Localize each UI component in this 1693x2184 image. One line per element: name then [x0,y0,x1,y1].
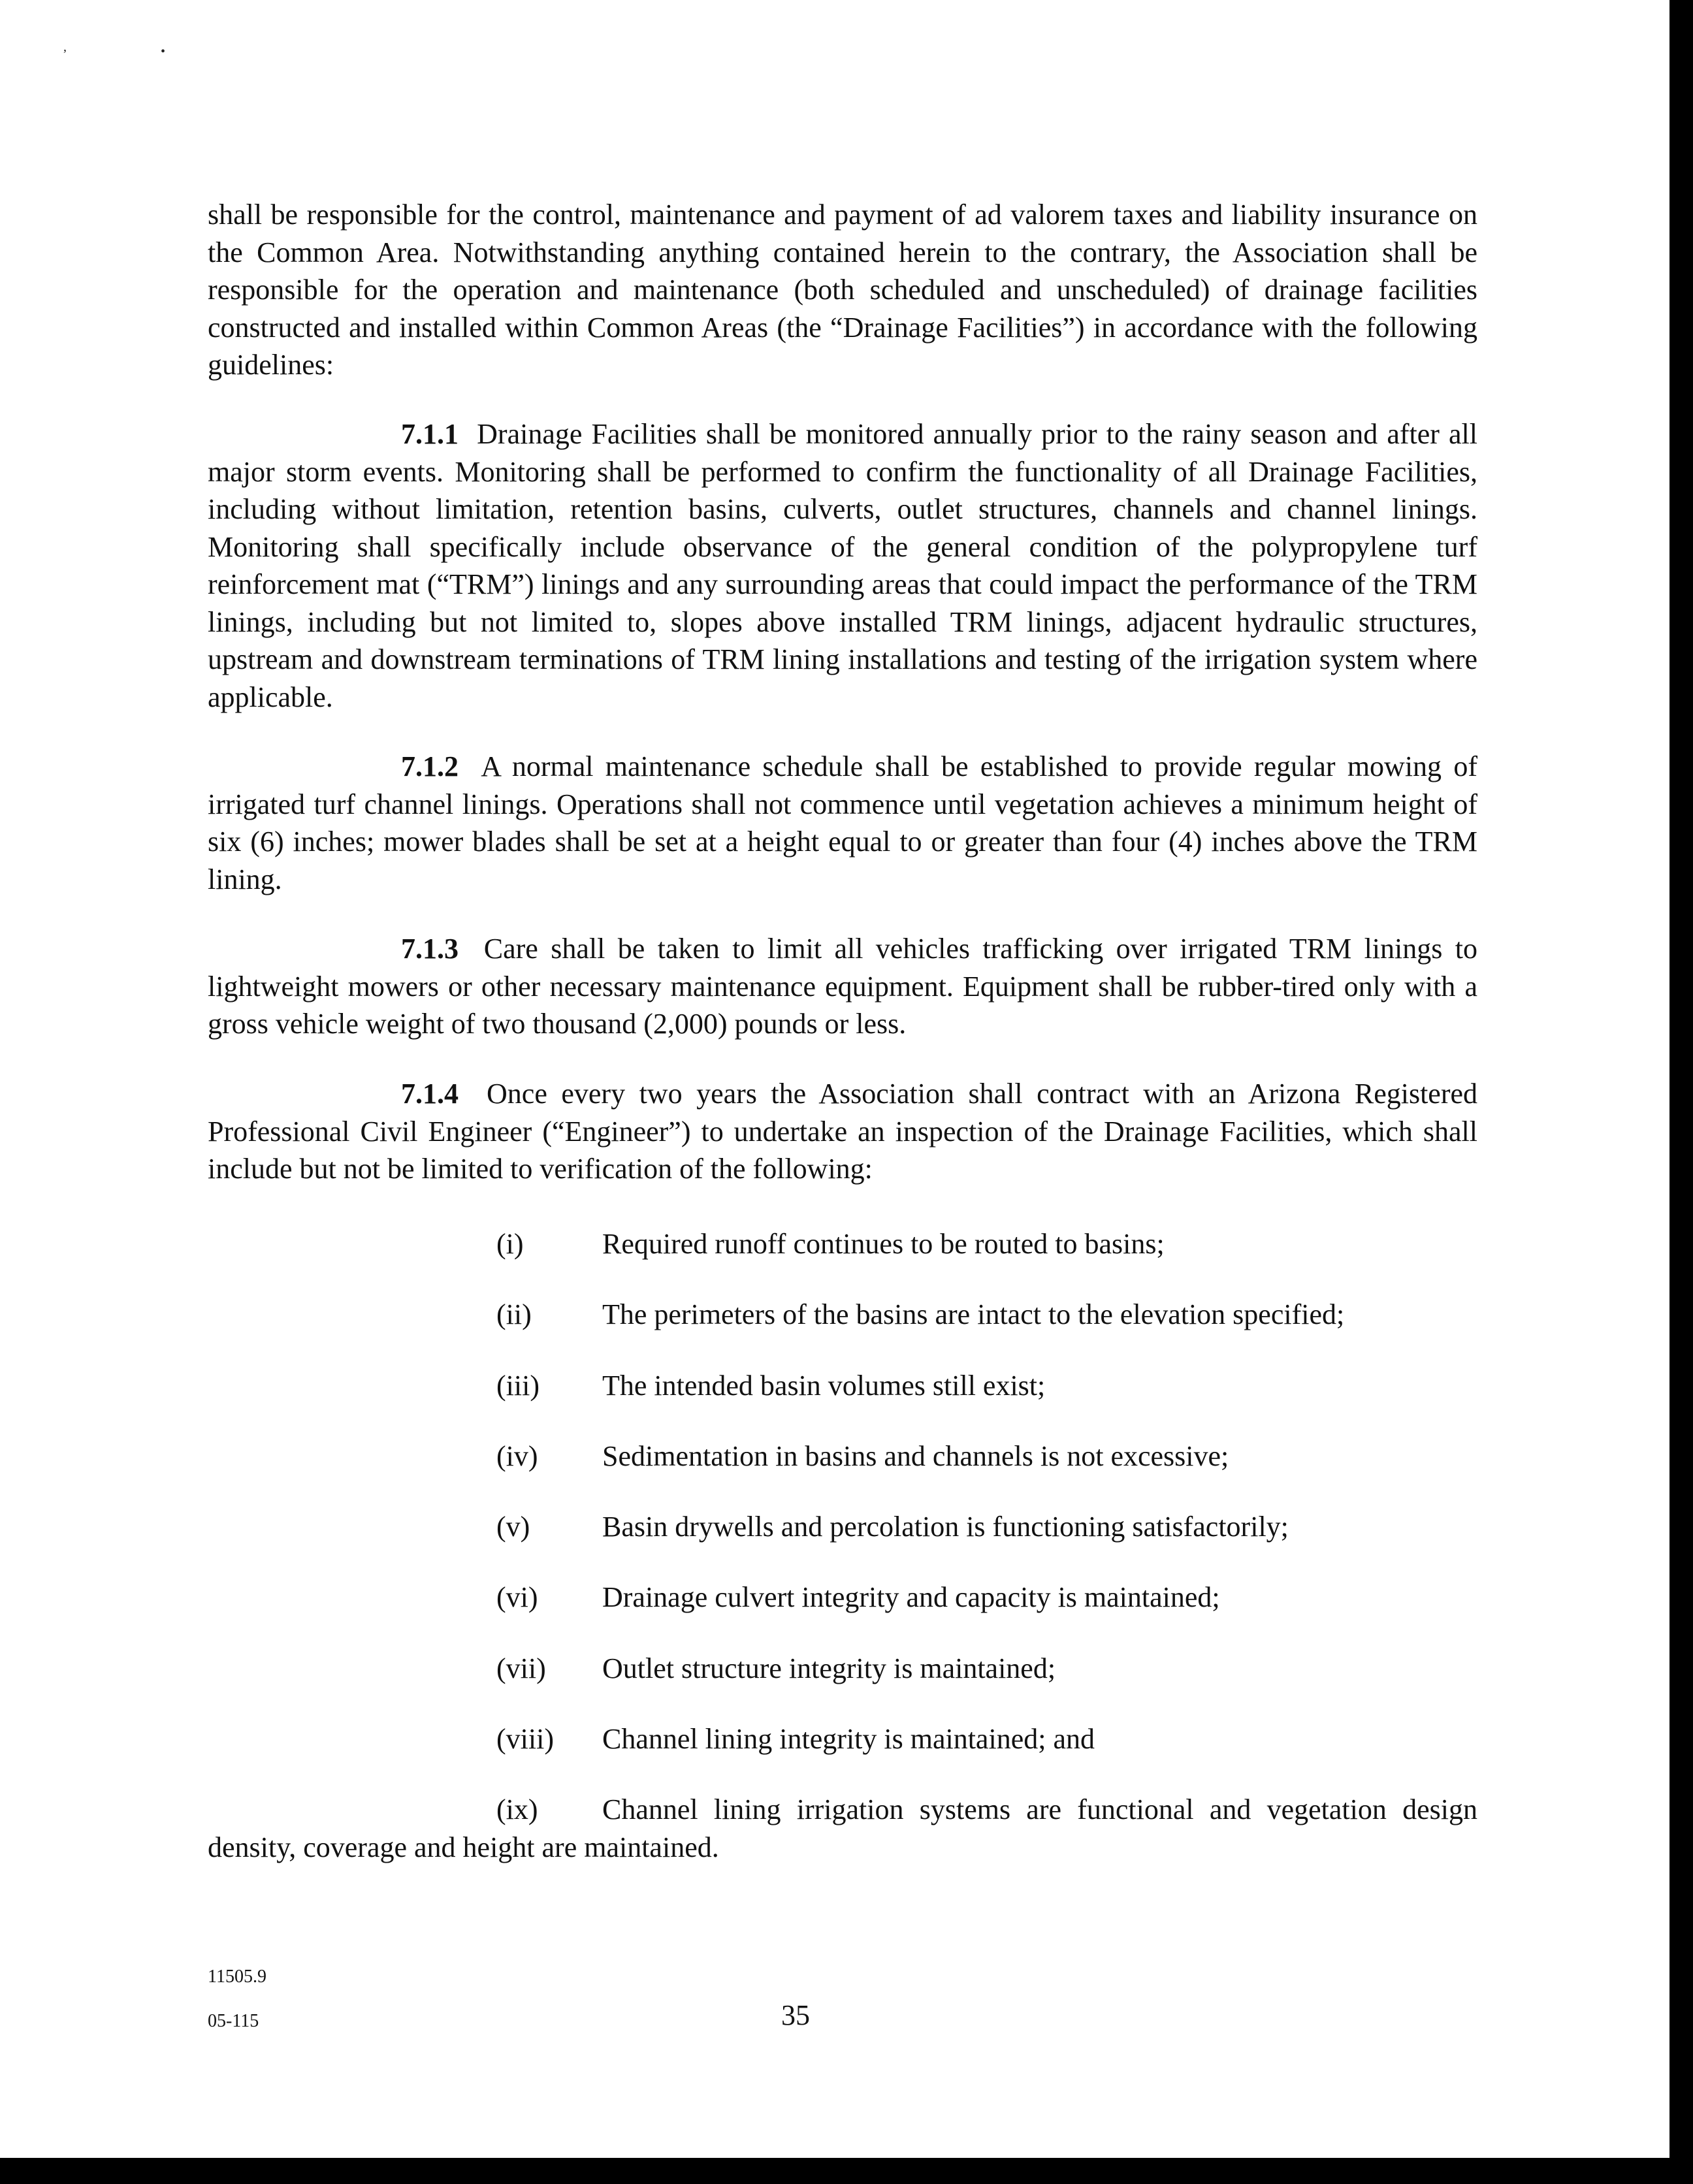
section-7-1-1 [208,415,1477,716]
list-item [496,1508,1477,1546]
list-item [496,1225,1477,1263]
list-item-text: Outlet structure integrity is maintained; [602,1652,1056,1684]
list-item-number: (viii) [496,1723,554,1755]
section-7-1-2 [208,748,1477,898]
list-item-number: (ii) [496,1298,532,1330]
list-item-text: Channel lining integrity is maintained; and [602,1723,1095,1755]
section-text: Drainage Facilities shall be monitored annually prior to the rainy season and after all major storm events. Monitoring shall be performed to confirm the functionality of all Drainage Facilities, including without limitation, retention basins, culverts, outlet structures, channels and channel linings. Monitoring shall specifically include observance of the general condition of the polypropylene turf reinforcement mat (“TRM”) linings and any surrounding areas that could impact the performance of the TRM linings, including but not limited to, slopes above installed TRM linings, adjacent hydraulic structures, upstream and downstream terminations of TRM lining installations and testing of the irrigation system where applicable. [208,418,1477,713]
section-number: 7.1.3 [401,933,459,965]
scan-mark: ’ [63,47,67,61]
list-item [496,1720,1477,1758]
list-item-number: (ix) [496,1793,538,1825]
section-text: Care shall be taken to limit all vehicles trafficking over irrigated TRM linings to lightweight mowers or other necessary maintenance equipment. Equipment shall be rubber-tired only with a gross vehicle weight of two thousand (2,000) pounds or less. [208,933,1477,1040]
scan-mark: • [161,44,166,59]
section-7-1-3 [208,930,1477,1043]
section-7-1-4 [208,1075,1477,1188]
list-item-text: Drainage culvert integrity and capacity is maintained; [602,1581,1220,1613]
section-text: A normal maintenance schedule shall be established to provide regular mowing of irrigated turf channel linings. Operations shall not commence until vegetation achieves a minimum height of six (6) inches; mower blades shall be set at a height equal to or greater than four (4) inches above the TRM lining. [208,750,1478,895]
list-item-text: Sedimentation in basins and channels is not excessive; [602,1440,1229,1472]
list-item-text: Required runoff continues to be routed to basins; [602,1228,1165,1260]
list-item-number: (i) [496,1228,524,1260]
list-item [496,1437,1477,1475]
list-item-number: (vi) [496,1581,538,1613]
section-number: 7.1.4 [401,1078,459,1110]
list-item-text: The perimeters of the basins are intact to the elevation specified; [602,1298,1345,1330]
list-item-text: Basin drywells and percolation is functioning satisfactorily; [602,1511,1289,1543]
list-item [496,1650,1477,1688]
section-text: Once every two years the Association shall contract with an Arizona Registered Professional Civil Engineer (“Engineer”) to undertake an inspection of the Drainage Facilities, which shall include but not be limited to verification of the following: [208,1078,1478,1185]
list-item-number: (iv) [496,1440,538,1472]
intro-paragraph: shall be responsible for the control, maintenance and payment of ad valorem taxes and liability insurance on the Common Area. Notwithstanding anything contained herein to the contrary, the Association shall be responsible for the operation and maintenance (both scheduled and unscheduled) of drainage facilities constructed and installed within Common Areas (the “Drainage Facilities”) in accordance with the following guidelines: [208,199,1477,381]
page-number: 35 [781,1999,810,2031]
list-item [496,1367,1477,1405]
list-item [208,1791,1477,1866]
section-number: 7.1.2 [401,750,459,782]
section-number: 7.1.1 [401,418,459,450]
list-item [496,1296,1477,1334]
list-item-number: (vii) [496,1652,546,1684]
list-item [496,1579,1477,1616]
list-item-number: (v) [496,1511,530,1543]
footer-document-code: 05-115 [208,2011,259,2031]
list-item-number: (iii) [496,1370,540,1402]
list-item-text: Channel lining irrigation systems are functional and vegetation design density, coverage and height are maintained. [208,1793,1477,1863]
list-item-text: The intended basin volumes still exist; [602,1370,1046,1402]
footer-document-code: 11505.9 [208,1967,266,1987]
